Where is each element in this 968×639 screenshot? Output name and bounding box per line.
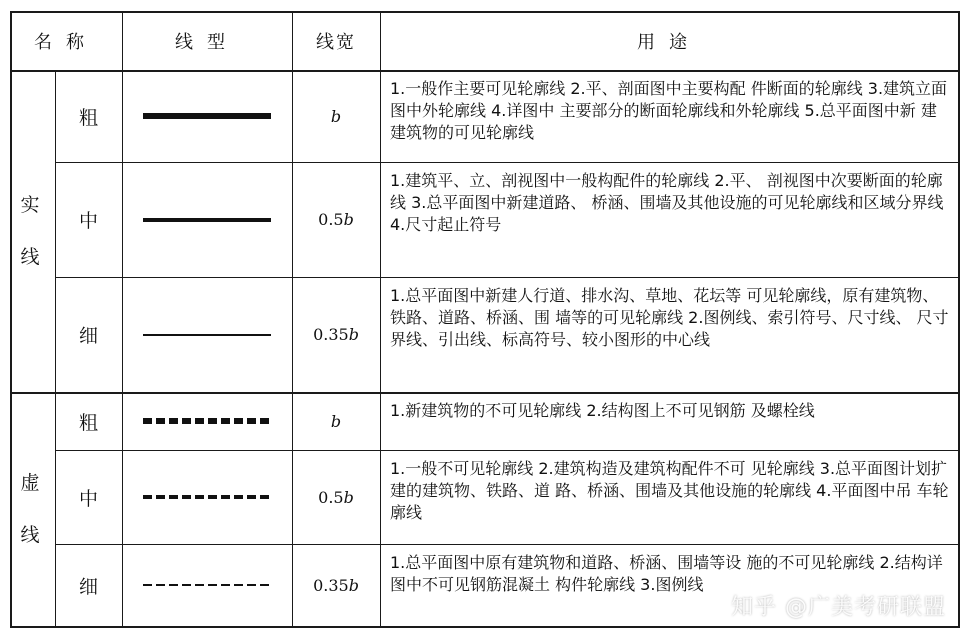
row-usage: 1.总平面图中原有建筑物和道路、桥涵、围墙等设 施的不可见轮廓线 2.结构详图中不可见钢筋混凝土 构件轮廓线 3.图例线 [390, 553, 943, 594]
row-linewidth-variable: b [343, 210, 354, 229]
row-linewidth [292, 70, 380, 162]
grid-vline [380, 11, 381, 626]
grid-hline [10, 626, 960, 628]
line-sample [143, 110, 273, 122]
grid-hline [55, 450, 958, 451]
row-linewidth-factor: 0.5 [318, 210, 344, 229]
row-linewidth [292, 392, 380, 450]
row-linewidth-variable: b [348, 575, 359, 595]
grid-hline [55, 162, 958, 163]
row-usage: 1.新建筑物的不可见轮廓线 2.结构图上不可见钢筋 及螺栓线 [390, 401, 815, 420]
row-linewidth [292, 450, 380, 544]
header-usage: 用途 [637, 32, 701, 53]
grid-vline [122, 11, 123, 626]
row-weight: 粗 [78, 411, 98, 434]
row-linewidth-variable: b [348, 325, 359, 344]
row-weight: 中 [78, 210, 98, 232]
category-solid [12, 70, 48, 392]
line-sample [143, 491, 273, 503]
row-linewidth [292, 162, 380, 277]
header-linewidth: 线宽 [316, 32, 356, 53]
row-usage: 1.建筑平、立、剖视图中一般构配件的轮廓线 2.平、 剖视图中次要断面的轮廓线 3.总平面图中新建道路、 桥涵、围墙及其他设施的可见轮廓线和区域分界线 4.尺寸起止符号 [390, 171, 944, 234]
row-linewidth-factor: 0.35 [313, 325, 349, 344]
line-sample [143, 415, 273, 427]
grid-hline [55, 544, 958, 545]
grid-vline [292, 11, 293, 626]
row-linewidth [292, 277, 380, 392]
row-weight: 细 [78, 575, 98, 598]
grid-vline [958, 11, 960, 628]
grid-vline [55, 70, 56, 626]
grid-hline [10, 392, 958, 394]
grid-hline [10, 11, 960, 13]
row-linewidth-factor: 0.35 [313, 575, 349, 595]
grid-vline [10, 11, 12, 628]
row-weight: 细 [78, 325, 98, 347]
row-weight: 中 [78, 487, 98, 510]
row-linewidth [292, 544, 380, 626]
row-linewidth-factor: 0.5 [318, 487, 344, 507]
row-usage: 1.总平面图中新建人行道、排水沟、草地、花坛等 可见轮廓线，原有建筑物、铁路、道路、桥涵、围 墙等的可见轮廓线 2.图例线、索引符号、尺寸线、 尺寸界线、引出线、标高符号、较小图形的中心线 [390, 286, 949, 349]
category-dashed-char-1: 虚 [20, 472, 40, 494]
row-linewidth-variable: b [330, 106, 342, 126]
category-dashed-char-2: 线 [20, 524, 40, 546]
row-usage: 1.一般不可见轮廓线 2.建筑构造及建筑构配件不可 见轮廓线 3.总平面图计划扩建的建筑物、铁路、道 路、桥涵、围墙及其他设施的轮廓线 4.平面图中吊 车轮廓线 [390, 459, 949, 522]
row-weight: 粗 [78, 106, 98, 129]
row-linewidth-variable: b [343, 487, 354, 507]
category-solid-char-2: 线 [20, 246, 40, 268]
line-sample [143, 579, 273, 591]
header-name: 名称 [34, 32, 98, 53]
line-sample [143, 329, 273, 341]
line-sample [143, 214, 273, 226]
grid-hline [10, 70, 958, 72]
grid-hline [55, 277, 958, 278]
header-linetype: 线型 [175, 32, 239, 53]
watermark: 知乎 @广美考研联盟 [731, 595, 946, 620]
row-usage: 1.一般作主要可见轮廓线 2.平、剖面图中主要构配 件断面的轮廓线 3.建筑立面图中外轮廓线 4.详图中 主要部分的断面轮廓线和外轮廓线 5.总平面图中新 建建筑物的可见轮廓线 [390, 79, 948, 142]
row-linewidth-variable: b [330, 411, 342, 431]
category-dashed [12, 392, 48, 626]
category-solid-char-1: 实 [20, 194, 40, 216]
